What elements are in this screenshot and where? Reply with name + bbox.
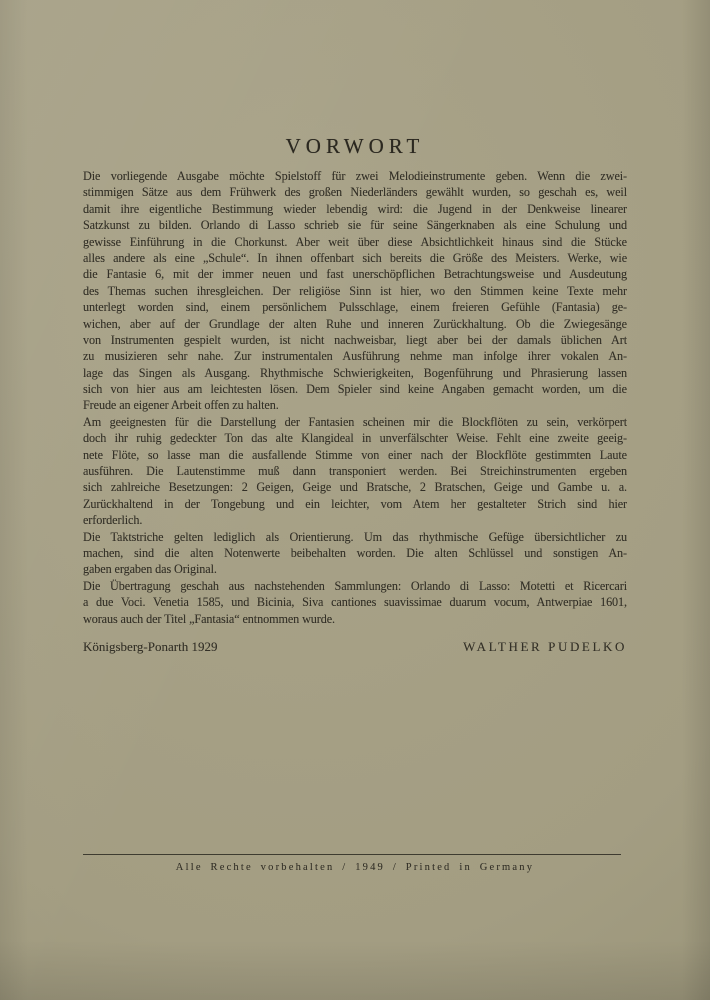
signature-row bbox=[83, 639, 627, 655]
text-line: gaben ergaben das Original. bbox=[83, 562, 217, 577]
text-line: wichen, aber auf der Grundlage der alten Ruhe und inneren Zurückhaltung. Ob die Zwiegesänge bbox=[83, 316, 627, 331]
text-line: ausführen. Die Lautenstimme muß dann transponiert werden. Bei Streichinstrumenten ergeben bbox=[83, 464, 627, 479]
paragraph bbox=[83, 414, 627, 529]
text-line: Am geeignesten für die Darstellung der Fantasien scheinen mir die Blockflöten zu sein, verkörpert bbox=[83, 414, 627, 429]
text-line: erforderlich. bbox=[83, 513, 143, 528]
text-line: unterlegt worden sind, einem persönlichem Pulsschlage, einem freieren Gefühle (Fantasia) ge- bbox=[83, 300, 627, 315]
page-title: VORWORT bbox=[285, 134, 425, 158]
text-line: machen, sind die alten Notenwerte beibehalten worden. Die alten Schlüssel und sonstigen An- bbox=[83, 545, 627, 560]
text-line: Freude an eigener Arbeit offen zu halten. bbox=[83, 398, 279, 413]
text-line: damit ihre eigentliche Bestimmung wieder lebendig wird: die Jugend in der Denkweise linearer bbox=[83, 201, 627, 216]
text-line: alles andere als eine „Schule“. In ihnen offenbart sich bereits die Größe des Meisters. Werke, wie bbox=[83, 250, 627, 265]
text-line: des Themas suchen ihresgleichen. Der religiöse Sinn ist hier, wo den Stimmen keine Texte mehr bbox=[83, 283, 627, 298]
text-line: stimmigen Sätze aus dem Frühwerk des großen Niederländers gewählt wurden, so geschah es, weil bbox=[83, 185, 627, 200]
imprint-divider-rule bbox=[83, 854, 621, 855]
text-line: doch ihr ruhig gedeckter Ton das alte Klangideal in unverfälschter Weise. Fehlt eine zweite geeig- bbox=[83, 431, 627, 446]
text-line: gewisse Einführung in die Chorkunst. Aber weit über diese Absichtlichkeit hinaus sind die Stücke bbox=[83, 234, 627, 249]
text-line: a due Voci. Venetia 1585, und Bicinia, Siva cantiones suavissimae duarum vocum, Antwerpiae 1601, bbox=[83, 595, 627, 610]
paragraph bbox=[83, 168, 627, 414]
preface-body-text bbox=[83, 168, 627, 627]
text-line: Die Übertragung geschah aus nachstehenden Sammlungen: Orlando di Lasso: Motetti et Ricercari bbox=[83, 578, 627, 593]
text-line: woraus auch der Titel „Fantasia“ entnommen wurde. bbox=[83, 611, 335, 626]
text-line: sich von hier aus am leichtesten lösen. Dem Spieler sind keine Angaben gemacht worden, um die bbox=[83, 382, 627, 397]
text-line: zu musizieren sehr nahe. Zur instrumentalen Ausführung nehme man infolge ihrer vokalen An- bbox=[83, 349, 627, 364]
text-line: sich zahlreiche Besetzungen: 2 Geigen, Geige und Bratsche, 2 Bratschen, Geige und Gambe u. a. bbox=[83, 480, 627, 495]
signature-place-date: Königsberg-Ponarth 1929 bbox=[83, 639, 218, 654]
paragraph bbox=[83, 578, 627, 627]
text-line: Die vorliegende Ausgabe möchte Spielstoff für zwei Melodieinstrumente geben. Wenn die zwei- bbox=[83, 169, 627, 183]
paragraph bbox=[83, 529, 627, 578]
text-line: nete Flöte, so lasse man die ausfallende Stimme von einer nach der Blockflöte gestimmten Laute bbox=[83, 447, 627, 462]
text-line: Zurückhaltend in der Tongebung und ein leichter, vom Atem her gestalteter Strich sind hier bbox=[83, 496, 627, 511]
text-line: Die Taktstriche gelten lediglich als Orientierung. Um das rhythmische Gefüge übersichtlicher zu bbox=[83, 529, 627, 544]
text-line: Satzkunst zu bilden. Orlando di Lasso schrieb sie für seine Sängerknaben als eine Schulung und bbox=[83, 218, 627, 233]
text-line: lage das Singen als Ausgang. Rhythmische Schwierigkeiten, Bogenführung und Phrasierung lassen bbox=[83, 365, 627, 380]
text-line: die Fantasie 6, mit der immer neuen und fast unerschöpflichen Betrachtungsweise und Ausdeutung bbox=[83, 267, 627, 282]
imprint-text: Alle Rechte vorbehalten / 1949 / Printed in Germany bbox=[175, 862, 535, 873]
signature-author: WALTHER PUDELKO bbox=[463, 639, 627, 654]
text-line: von Instrumenten gespielt wurden, ist nicht nachweisbar, liegt aber bei der damals üblichen Art bbox=[83, 332, 627, 347]
